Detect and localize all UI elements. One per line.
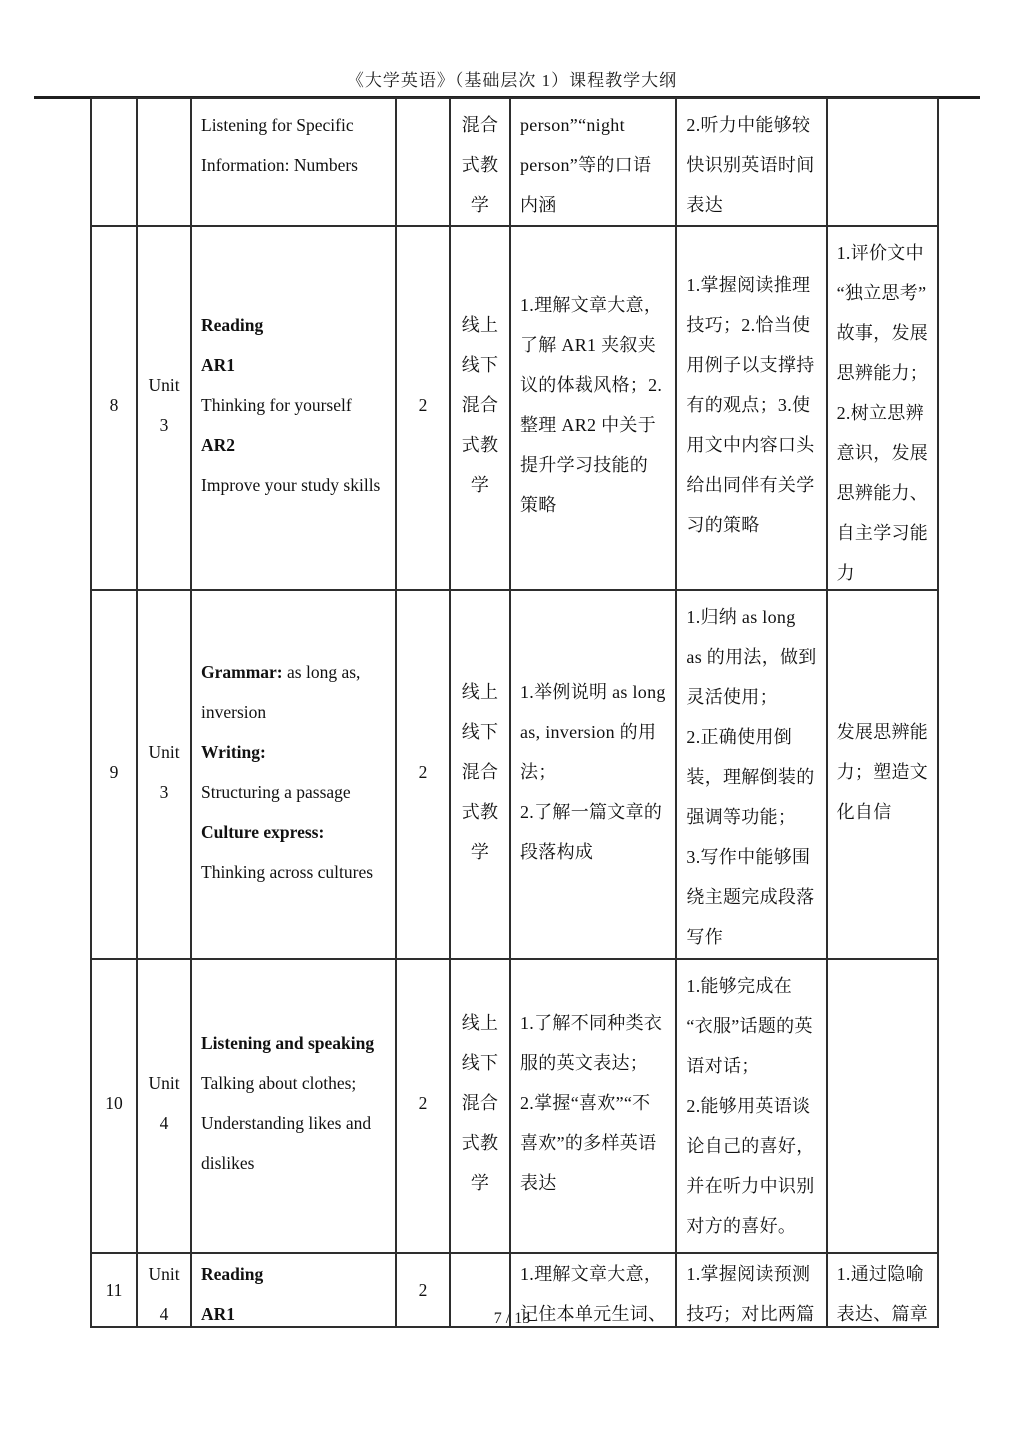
method-cell: [450, 226, 510, 590]
cell-line: Information: Numbers: [201, 155, 358, 175]
cell-line: 2.掌握“喜欢”“不: [520, 1093, 651, 1113]
cell-line: 有的观点；3.使: [686, 395, 811, 415]
cell-line: 1.掌握阅读推理: [686, 275, 811, 295]
cell-line: person”等的口语: [520, 155, 652, 175]
cell-line: 式教: [461, 801, 499, 822]
cell-line: 学: [470, 195, 490, 215]
cell-line: 式教: [461, 1133, 499, 1153]
table-row: [91, 98, 938, 226]
cell-line: AR2: [201, 435, 236, 455]
cell-line: 9: [109, 761, 119, 782]
cell-line: 10: [105, 1093, 123, 1113]
cell-line: 3.写作中能够围: [686, 847, 811, 867]
table-row: [91, 226, 938, 590]
cell-line: 线上: [461, 1013, 499, 1033]
cell-line: Structuring a passage: [201, 781, 351, 802]
method-cell: [450, 98, 510, 226]
doc-title: 《大学英语》（基础层次 1）课程教学大纲: [346, 71, 678, 90]
cell-line: 4: [159, 1304, 169, 1324]
hours-cell: [396, 226, 450, 590]
cell-line: 1.掌握阅读预测: [686, 1264, 811, 1284]
cell-line: “衣服”话题的英: [686, 1016, 813, 1036]
cell-line: 混合: [461, 115, 499, 135]
cell-line: 意识，发展: [836, 443, 929, 463]
cell-line: 线下: [461, 355, 499, 375]
objectives-cell: [676, 590, 826, 959]
cell-line: inversion: [201, 701, 267, 722]
cell-line: 力；塑造文: [836, 761, 929, 782]
cell-line: 段落构成: [520, 841, 594, 862]
content-cell: [191, 98, 396, 226]
week-cell: [91, 590, 137, 959]
cell-line: “独立思考”: [836, 283, 927, 303]
cell-line: 绕主题完成段落: [686, 887, 815, 907]
cell-line: 式教: [461, 155, 499, 175]
cell-line: 2.听力中能够较: [686, 115, 811, 135]
cell-line: 用例子以支撑持: [686, 355, 815, 375]
cell-line: 1.理解文章大意，: [520, 295, 663, 315]
cell-line: Grammar: as long as,: [201, 661, 361, 682]
cell-line: 11: [105, 1280, 123, 1300]
cell-line: 3: [159, 781, 169, 802]
cell-line: 式教: [461, 435, 499, 455]
cell-line: 灵活使用；: [686, 687, 778, 707]
page-footer: [0, 1310, 1024, 1328]
cell-line: 表达、篇章: [836, 1304, 929, 1324]
cell-line: 线上: [461, 315, 499, 335]
cell-line: AR1: [201, 355, 236, 375]
hours-cell: [396, 98, 450, 226]
cell-line: 2.了解一篇文章的: [520, 801, 663, 822]
objectives-cell: [676, 959, 826, 1253]
cell-line: 学: [470, 1173, 490, 1193]
cell-line: 整理 AR2 中关于: [520, 415, 657, 435]
cell-line: 混合: [461, 761, 499, 782]
cell-line: 法；: [520, 761, 557, 782]
cell-line: 写作: [686, 927, 724, 947]
page-header: [0, 66, 1024, 91]
ideology-cell: [827, 590, 939, 959]
cell-line: 提升学习技能的: [520, 455, 649, 475]
cell-line: 表达: [520, 1173, 557, 1193]
cell-line: Unit: [148, 1264, 180, 1284]
cell-line: 习的策略: [686, 515, 760, 535]
unit-cell: [137, 959, 191, 1253]
method-cell: [450, 959, 510, 1253]
cell-line: 记住本单元生词、: [520, 1304, 667, 1324]
cell-line: 策略: [520, 495, 557, 515]
teach-content-cell: [510, 226, 676, 590]
unit-cell: [137, 590, 191, 959]
cell-line: 自主学习能: [836, 523, 929, 543]
cell-line: 1.了解不同种类衣: [520, 1013, 663, 1033]
cell-line: 2: [418, 1093, 428, 1113]
week-cell: [91, 959, 137, 1253]
cell-line: 力: [836, 563, 855, 583]
cell-line: AR1: [201, 1304, 236, 1324]
cell-line: 1.通过隐喻: [836, 1264, 924, 1284]
cell-line: 混合: [461, 395, 499, 415]
cell-line: dislikes: [201, 1153, 255, 1173]
cell-line: 喜欢”的多样英语: [520, 1133, 657, 1153]
cell-line: Understanding likes and: [201, 1113, 372, 1133]
syllabus-table: [90, 97, 939, 1328]
cell-line: 论自己的喜好，: [686, 1136, 815, 1156]
cell-line: 学: [470, 841, 490, 862]
cell-line: 3: [159, 415, 169, 435]
cell-line: 表达: [686, 195, 724, 215]
teach-content-cell: [510, 959, 676, 1253]
ideology-cell: [827, 98, 939, 226]
content-cell: [191, 590, 396, 959]
cell-line: Unit: [148, 1073, 180, 1093]
cell-line: Improve your study skills: [201, 475, 381, 495]
cell-line: Reading: [201, 1264, 264, 1284]
ideology-cell: [827, 959, 939, 1253]
cell-line: 1.理解文章大意，: [520, 1264, 663, 1284]
cell-line: as, inversion 的用: [520, 721, 657, 742]
page-number: 7 / 13: [493, 1310, 531, 1327]
cell-line: 了解 AR1 夹叙夹: [520, 335, 657, 355]
cell-line: 线上: [461, 681, 499, 702]
unit-cell: [137, 98, 191, 226]
cell-line: Thinking for yourself: [201, 395, 352, 415]
cell-line: 1.能够完成在: [686, 976, 793, 996]
teach-content-cell: [510, 590, 676, 959]
cell-line: 线下: [461, 721, 499, 742]
week-cell: [91, 226, 137, 590]
table-row: [91, 959, 938, 1253]
cell-line: Unit: [148, 375, 180, 395]
cell-line: Reading: [201, 315, 264, 335]
cell-line: Listening and speaking: [201, 1033, 375, 1053]
cell-line: 装，理解倒装的: [686, 767, 815, 787]
cell-line: 2.正确使用倒: [686, 727, 793, 747]
method-cell: [450, 590, 510, 959]
cell-line: 对方的喜好。: [686, 1216, 797, 1236]
cell-line: 议的体裁风格；2.: [520, 375, 663, 395]
unit-cell: [137, 226, 191, 590]
cell-line: Talking about clothes;: [201, 1073, 357, 1093]
cell-line: 混合: [461, 1093, 499, 1113]
objectives-cell: [676, 98, 826, 226]
cell-line: 化自信: [836, 801, 892, 822]
cell-line: 1.评价文中: [836, 243, 924, 263]
cell-line: 8: [109, 395, 119, 415]
cell-line: 2.树立思辨: [836, 403, 924, 423]
cell-line: 思辨能力、: [836, 483, 929, 503]
hours-cell: [396, 959, 450, 1253]
cell-line: 2.能够用英语谈: [686, 1096, 811, 1116]
cell-line: 内涵: [520, 195, 557, 215]
cell-line: Unit: [148, 741, 180, 762]
content-cell: [191, 226, 396, 590]
cell-line: 2: [418, 761, 428, 782]
week-cell: [91, 98, 137, 226]
cell-line: 用文中内容口头: [686, 435, 815, 455]
cell-line: 技巧；对比两篇: [686, 1304, 815, 1324]
cell-line: 故事，发展: [836, 323, 929, 343]
cell-line: 发展思辨能: [836, 721, 929, 742]
content-cell: [191, 959, 396, 1253]
ideology-cell: [827, 226, 939, 590]
cell-line: 1.归纳 as long: [686, 607, 796, 627]
cell-line: 线下: [461, 1053, 499, 1073]
cell-line: 思辨能力；: [836, 363, 929, 383]
table-row: [91, 590, 938, 959]
cell-line: 学: [470, 475, 490, 495]
cell-line: Writing:: [201, 741, 266, 762]
cell-line: 给出同伴有关学: [686, 475, 815, 495]
cell-line: Listening for Specific: [201, 115, 354, 135]
cell-line: 强调等功能；: [686, 807, 797, 827]
cell-line: 并在听力中识别: [686, 1176, 815, 1196]
cell-line: as 的用法，做到: [686, 647, 817, 667]
cell-line: 1.举例说明 as long: [520, 681, 666, 702]
objectives-cell: [676, 226, 826, 590]
cell-line: 语对话；: [686, 1056, 760, 1076]
cell-line: 快识别英语时间: [686, 155, 815, 175]
cell-line: 技巧；2.恰当使: [686, 315, 811, 335]
cell-line: 2: [418, 1280, 428, 1300]
teach-content-cell: [510, 98, 676, 226]
hours-cell: [396, 590, 450, 959]
cell-line: Thinking across cultures: [201, 861, 374, 882]
cell-line: Culture express:: [201, 821, 325, 842]
cell-line: person”“night: [520, 115, 625, 135]
cell-line: 4: [159, 1113, 169, 1133]
cell-line: 2: [418, 395, 428, 415]
cell-line: 服的英文表达；: [520, 1053, 649, 1073]
